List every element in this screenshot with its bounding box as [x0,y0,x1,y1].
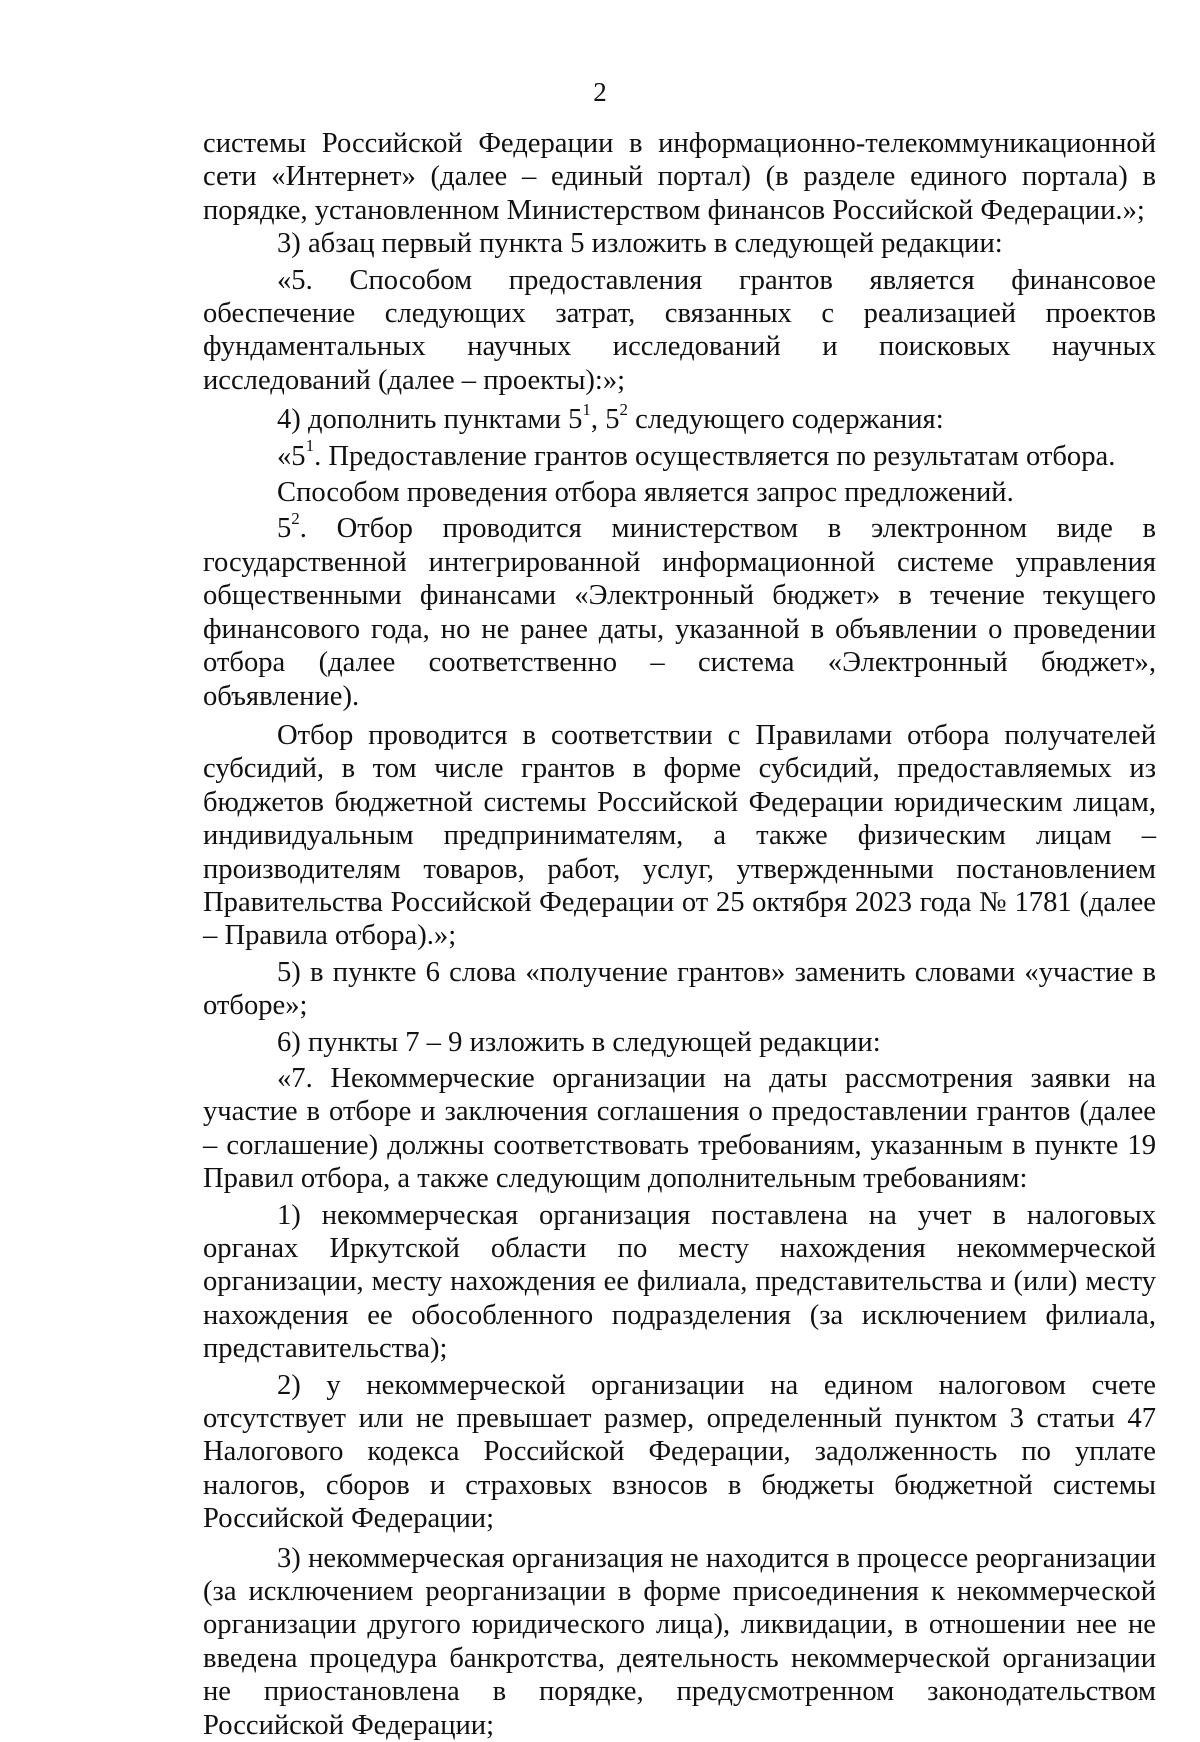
text-fragment: . Предоставление грантов осуществляется по результатам отбора. [314,440,1116,472]
text-fragment: 4) дополнить пунктами 5 [277,404,583,436]
superscript: 1 [305,436,315,456]
paragraph-selection-rules: Отбор проводится в соответствии с Правилами отбора получателей субсидий, в том числе грантов в форме субсидий, предоставляемых из бюджетов бюджетной системы Российской Федерации юридическим лицам, индивидуальным предпринимателям, а также физическим лицам – производителям товаров, работ, услуг, утвержденными постановлением Правительства Российской Федерации от 25 октября 2023 года № 1781 (далее – Правила отбора).»; [203,719,1156,952]
paragraph-selection-method: Способом проведения отбора является запрос предложений. [277,477,1014,509]
paragraph-requirement-1: 1) некоммерческая организация поставлена на учет в налоговых органах Иркутской области по месту нахождения некоммерческой организации, месту нахождения ее филиала, представительства и (или) месту нахождения ее обособленного подразделения (за исключением филиала, представительства); [203,1199,1156,1365]
paragraph-clause-5-1 [203,436,1156,473]
text-fragment: следующего содержания: [627,404,944,436]
document-body [203,127,1156,1742]
paragraph-amendment-5: 5) в пункте 6 слова «получение грантов» заменить словами «участие в отборе»; [203,956,1156,1022]
page-number: 2 [593,77,607,107]
superscript: 2 [291,508,300,528]
paragraph-clause-7: «7. Некоммерческие организации на даты рассмотрения заявки на участие в отборе и заключения соглашения о предоставлении грантов (далее – соглашение) должны соответствовать требованиям, указанным в пункте 19 Правил отбора, а также следующим дополнительным требованиям: [203,1062,1156,1195]
paragraph-requirement-2: 2) у некоммерческой организации на едином налоговом счете отсутствует или не превышает размер, определенный пунктом 3 статьи 47 Налогового кодекса Российской Федерации, задолженность по уплате налогов, сборов и страховых взносов в бюджеты бюджетной системы Российской Федерации; [203,1369,1156,1535]
superscript: 1 [582,399,591,419]
superscript: 2 [619,399,628,419]
paragraph-clause-5: «5. Способом предоставления грантов является финансовое обеспечение следующих затрат, связанных с реализацией проектов фундаментальных научных исследований и поисковых научных исследований (далее – проекты):»; [203,264,1156,396]
paragraph-amendment-4 [203,399,1156,436]
text-fragment: , 5 [590,404,620,436]
paragraph-amendment-6: 6) пункты 7 – 9 изложить в следующей редакции: [277,1026,881,1058]
text-fragment: . Отбор проводится министерством в электронном виде в государственной интегрированной информационной системе управления общественными финансами «Электронный бюджет» в течение текущего финансового года, но не ранее даты, указанной в объявлении о проведении отбора (далее соответственно – система «Электронный бюджет», объявление). [203,513,1156,712]
text-fragment: 5 [277,513,292,545]
paragraph-clause-5-2 [203,508,1156,712]
paragraph-requirement-3: 3) некоммерческая организация не находится в процессе реорганизации (за исключением реорганизации в форме присоединения к некоммерческой организации другого юридического лица), ликвидации, в отношении нее не введена процедура банкротства, деятельность некоммерческой организации не приостановлена в порядке, предусмотренном законодательством Российской Федерации; [203,1542,1156,1741]
paragraph-continuation: системы Российской Федерации в информационно-телекоммуникационной сети «Интернет» (далее – единый портал) (в разделе единого портала) в порядке, установленном Министерством финансов Российской Федерации.»; [203,128,1156,226]
text-fragment: «5 [277,440,306,472]
paragraph-amendment-3: 3) абзац первый пункта 5 изложить в следующей редакции: [277,228,1003,260]
